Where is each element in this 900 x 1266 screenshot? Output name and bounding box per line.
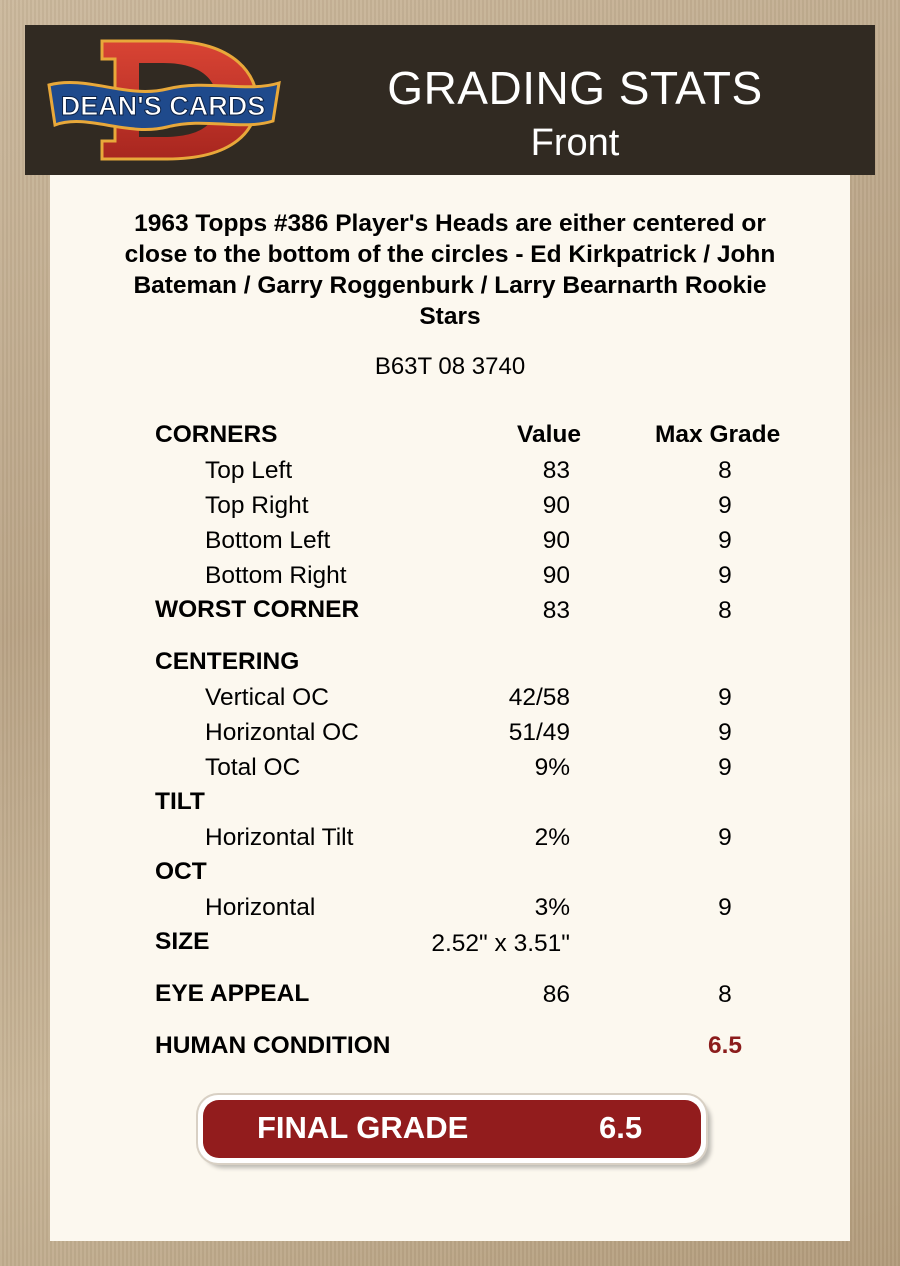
page-title: GRADING STATS xyxy=(387,62,763,114)
max-grade-column-header: Max Grade xyxy=(655,421,781,448)
size-label: SIZE xyxy=(155,928,210,955)
corner-top-right-value: 90 xyxy=(542,492,570,519)
final-grade-badge xyxy=(198,1095,706,1163)
corner-bottom-right-label: Bottom Right xyxy=(205,562,347,589)
tilt-heading: TILT xyxy=(155,788,205,815)
eye-appeal-label: EYE APPEAL xyxy=(155,980,310,1007)
cert-number: B63T 08 3740 xyxy=(374,353,526,380)
corner-bottom-left-value: 90 xyxy=(542,527,570,554)
final-grade-label: FINAL GRADE xyxy=(257,1110,469,1145)
oct-horizontal-value: 3% xyxy=(534,894,570,921)
value-column-header: Value xyxy=(517,421,582,448)
oct-heading: OCT xyxy=(155,858,207,885)
human-condition-max: 6.5 xyxy=(707,1032,743,1059)
final-grade-value: 6.5 xyxy=(599,1110,643,1145)
vertical-oc-value: 42/58 xyxy=(508,684,570,711)
vertical-oc-label: Vertical OC xyxy=(205,684,329,711)
corners-heading: CORNERS xyxy=(155,421,278,448)
corner-top-left-value: 83 xyxy=(542,457,570,484)
total-oc-label: Total OC xyxy=(205,754,301,781)
corner-top-left-label: Top Left xyxy=(205,457,293,484)
logo-text: DEAN'S CARDS xyxy=(60,91,266,121)
corner-top-right-max: 9 xyxy=(718,492,732,519)
human-condition-label: HUMAN CONDITION xyxy=(155,1032,391,1059)
deans-cards-logo xyxy=(47,37,282,162)
worst-corner-value: 83 xyxy=(542,597,570,624)
size-value: 2.52" x 3.51" xyxy=(431,930,570,957)
horizontal-oc-max: 9 xyxy=(718,719,732,746)
total-oc-value: 9% xyxy=(534,754,570,781)
horizontal-tilt-max: 9 xyxy=(718,824,732,851)
horizontal-tilt-label: Horizontal Tilt xyxy=(205,824,354,851)
total-oc-max: 9 xyxy=(718,754,732,781)
oct-horizontal-max: 9 xyxy=(718,894,732,921)
corner-bottom-left-max: 9 xyxy=(718,527,732,554)
horizontal-tilt-value: 2% xyxy=(534,824,570,851)
page-subtitle: Front xyxy=(530,122,620,164)
corner-bottom-right-value: 90 xyxy=(542,562,570,589)
corner-bottom-left-label: Bottom Left xyxy=(205,527,331,554)
final-grade-bar xyxy=(203,1100,701,1158)
horizontal-oc-value: 51/49 xyxy=(508,719,570,746)
corner-top-right-label: Top Right xyxy=(205,492,309,519)
oct-horizontal-label: Horizontal xyxy=(205,894,316,921)
corner-top-left-max: 8 xyxy=(718,457,732,484)
card-title: 1963 Topps #386 Player's Heads are either centered or close to the bottom of the circles - Ed Kirkpatrick / John Bateman / Garry Roggenburk / Larry Bearnarth Rookie Stars xyxy=(124,210,776,330)
eye-appeal-max: 8 xyxy=(718,981,732,1008)
header-bar xyxy=(25,25,875,175)
worst-corner-max: 8 xyxy=(718,597,732,624)
eye-appeal-value: 86 xyxy=(542,981,570,1008)
stats-panel xyxy=(50,175,850,1241)
horizontal-oc-label: Horizontal OC xyxy=(205,719,359,746)
centering-heading: CENTERING xyxy=(155,648,300,675)
worst-corner-label: WORST CORNER xyxy=(155,596,360,623)
corner-bottom-right-max: 9 xyxy=(718,562,732,589)
vertical-oc-max: 9 xyxy=(718,684,732,711)
